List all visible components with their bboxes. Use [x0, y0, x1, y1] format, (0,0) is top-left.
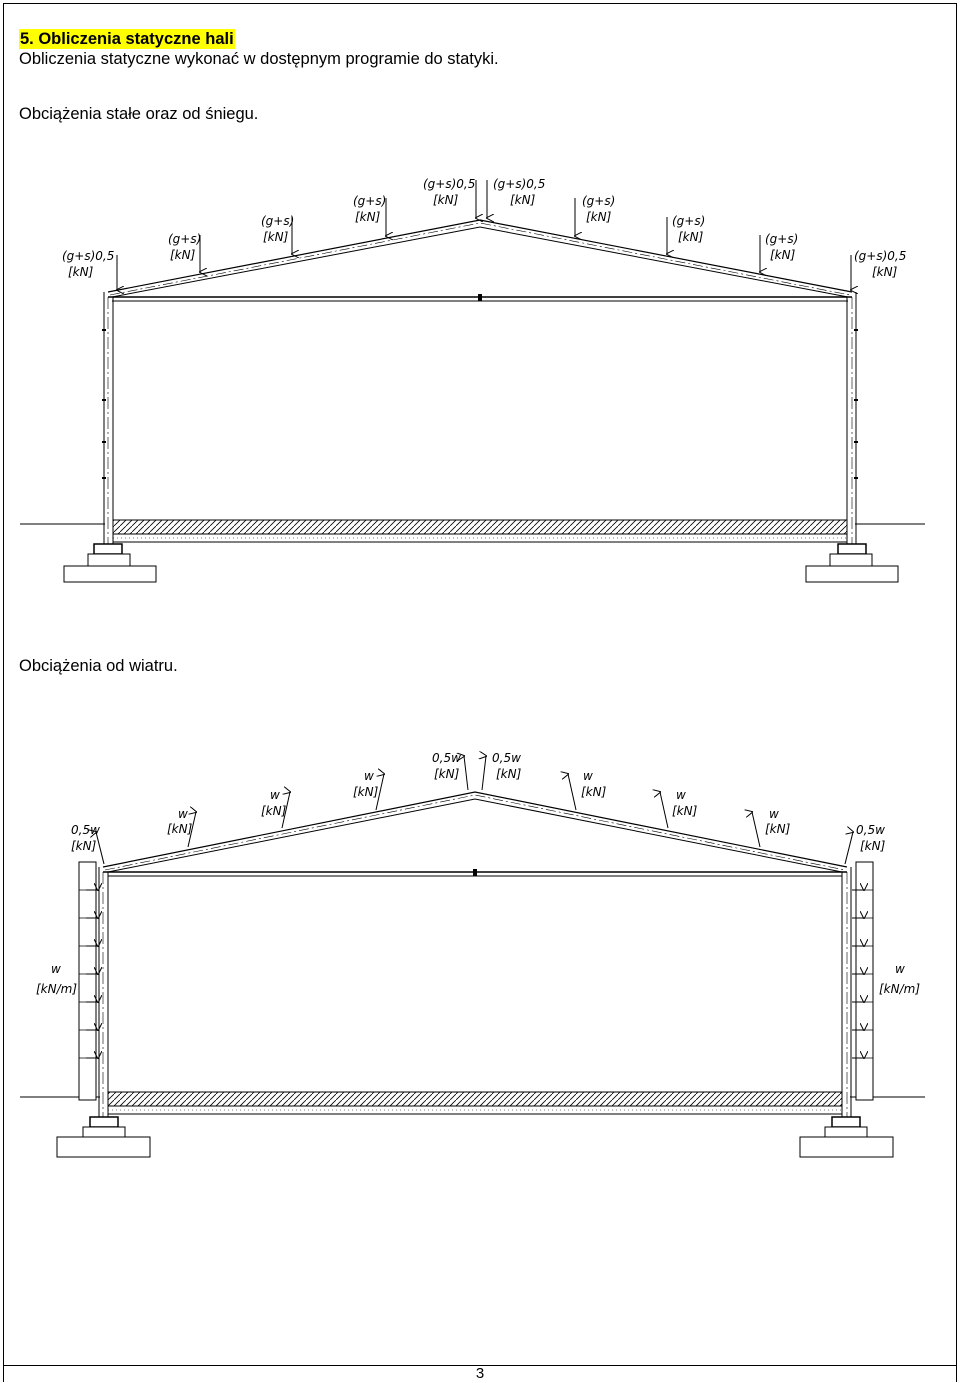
wall-load-label: w: [51, 962, 61, 976]
load-unit: [kN]: [678, 230, 704, 244]
load-unit: [kN]: [770, 248, 796, 262]
load-label: (g+s)0,5: [854, 249, 907, 263]
load-unit: [kN]: [68, 265, 94, 279]
load-label: (g+s): [353, 194, 387, 208]
load-unit: [kN]: [263, 230, 289, 244]
load-unit: [kN]: [71, 839, 97, 853]
frame-drawing-dead-snow: [0, 160, 960, 600]
load-label: (g+s): [672, 214, 706, 228]
load-unit: [kN]: [433, 193, 459, 207]
figure-caption-wind: Obciążenia od wiatru.: [19, 657, 178, 675]
load-label: 0,5w: [432, 751, 461, 765]
load-unit: [kN]: [510, 193, 536, 207]
load-label: w: [769, 807, 779, 821]
wall-load-unit: [kN/m]: [879, 982, 921, 996]
page-number: 3: [475, 1365, 485, 1382]
load-unit: [kN]: [353, 785, 379, 799]
load-label: (g+s): [261, 214, 295, 228]
load-unit: [kN]: [672, 804, 698, 818]
load-label: (g+s): [765, 232, 799, 246]
wall-load-unit: [kN/m]: [36, 982, 78, 996]
section-heading: 5. Obliczenia statyczne hali: [20, 30, 234, 48]
load-label: w: [676, 788, 686, 802]
section-intro: Obliczenia statyczne wykonać w dostępnym programie do statyki.: [19, 50, 499, 68]
load-unit: [kN]: [355, 210, 381, 224]
load-label: 0,5w: [856, 823, 885, 837]
load-unit: [kN]: [872, 265, 898, 279]
load-label: w: [270, 788, 280, 802]
load-label: (g+s)0,5: [493, 177, 546, 191]
load-unit: [kN]: [434, 767, 460, 781]
load-label: (g+s): [582, 194, 616, 208]
figure-caption-dead-snow: Obciążenia stałe oraz od śniegu.: [19, 105, 259, 123]
load-label: w: [583, 769, 593, 783]
load-label: 0,5w: [492, 751, 521, 765]
load-label: (g+s)0,5: [423, 177, 476, 191]
load-unit: [kN]: [496, 767, 522, 781]
load-unit: [kN]: [261, 804, 287, 818]
load-unit: [kN]: [581, 785, 607, 799]
load-label: 0,5w: [71, 823, 100, 837]
load-unit: [kN]: [765, 822, 791, 836]
load-label: (g+s): [168, 232, 202, 246]
wall-load-label: w: [895, 962, 905, 976]
load-label: w: [364, 769, 374, 783]
load-unit: [kN]: [860, 839, 886, 853]
load-unit: [kN]: [170, 248, 196, 262]
load-unit: [kN]: [586, 210, 612, 224]
load-label: (g+s)0,5: [62, 249, 115, 263]
load-label: w: [178, 807, 188, 821]
load-unit: [kN]: [167, 822, 193, 836]
frame-drawing-wind: [0, 740, 960, 1170]
